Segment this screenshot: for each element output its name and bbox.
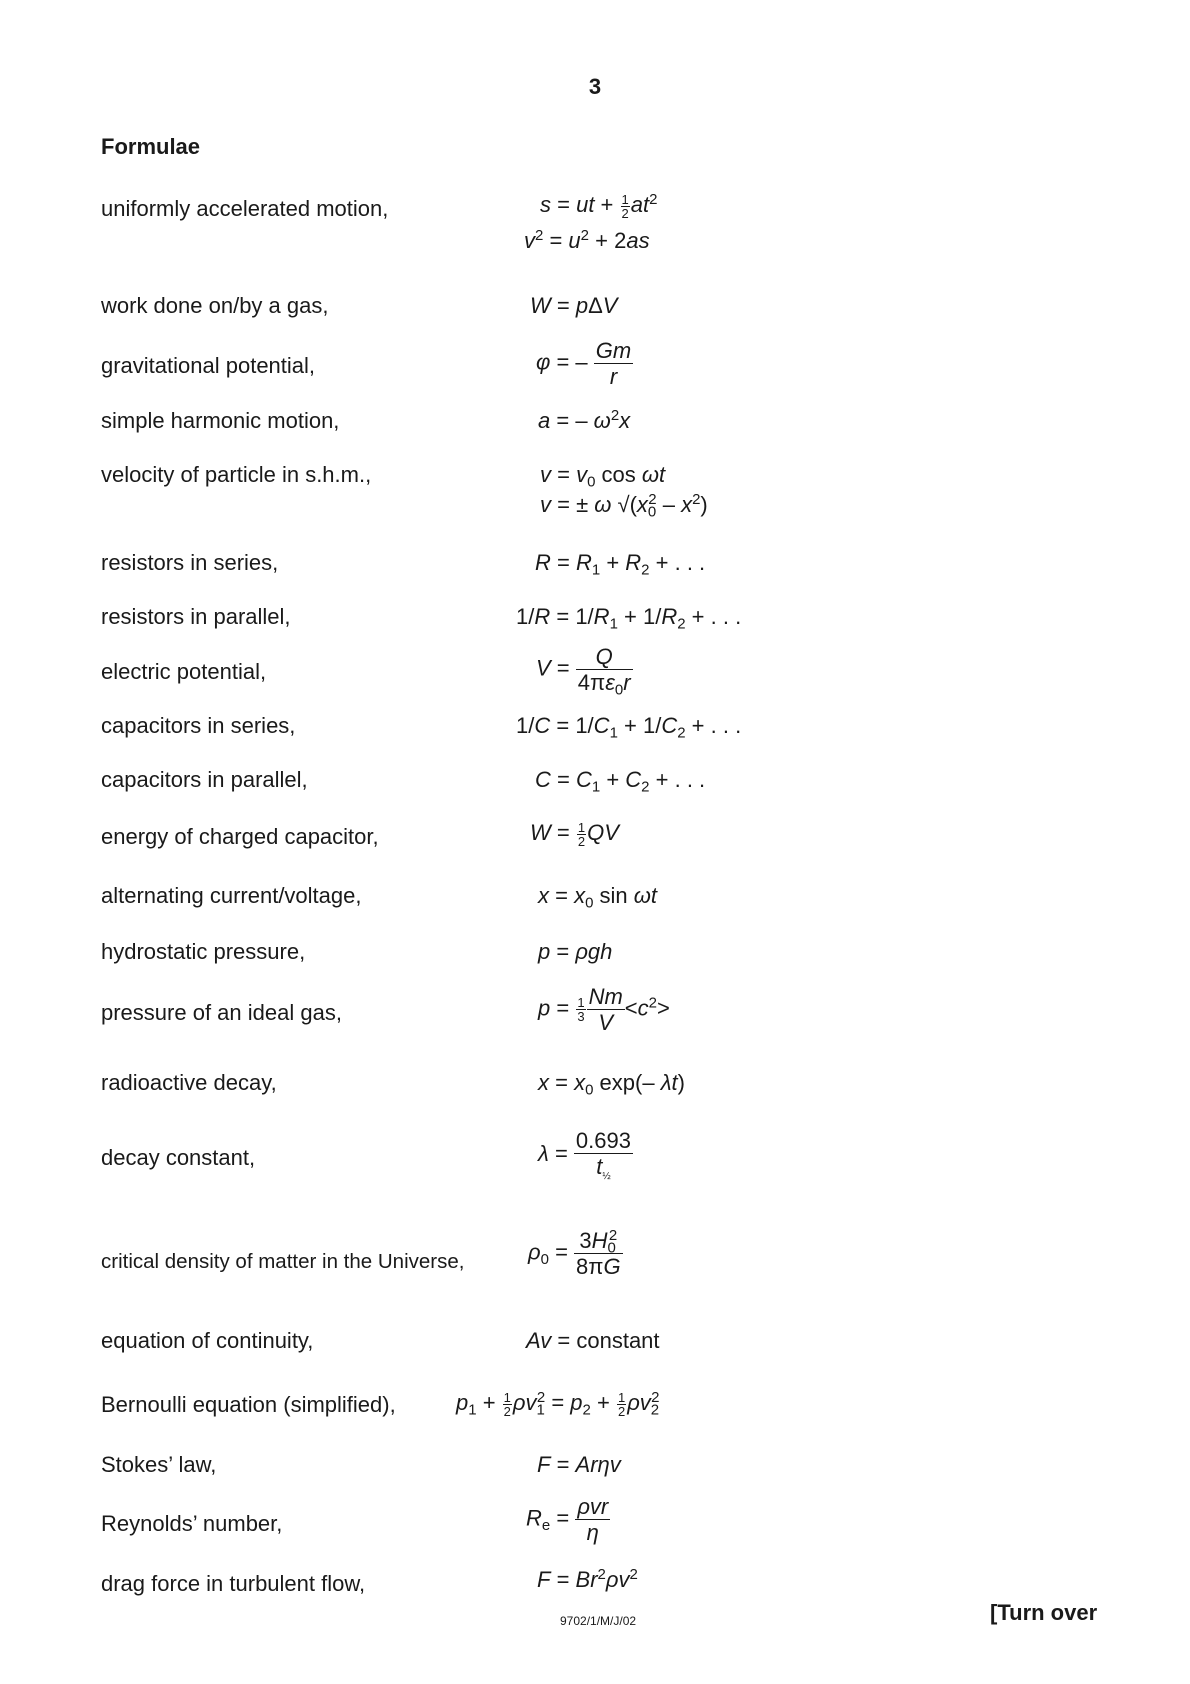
label-drag: drag force in turbulent flow, (101, 1571, 366, 1596)
decay-numerator: 0.693 (575, 1128, 631, 1153)
page-title: Formulae (101, 134, 201, 159)
formula-work-gas: W = pΔV (530, 293, 618, 318)
formula-reynolds: $R_e$ = $\frac{\text{ρvr}}{\eta}$ (526, 1494, 609, 1546)
formula-velocity-shm-2: v = ± ω $√(x_0^2 - x^2)$ (540, 490, 708, 521)
formula-res-series: $R = R_1 + R_2$ + . . . (535, 550, 706, 579)
label-velocity-shm: velocity of particle in s.h.m., (101, 462, 372, 487)
label-hydrostatic: hydrostatic pressure, (101, 939, 306, 964)
exam-code: 9702/1/M/J/02 (560, 1614, 637, 1628)
label-reynolds: Reynolds’ number, (101, 1511, 283, 1536)
formula-shm: a = – $\omega^2x$ (538, 406, 631, 433)
formula-suvat-1: s = ut + $\frac{1}{2}$ $at^2$ (540, 190, 658, 221)
formula-elec-potential: V = $\frac{Q}{4\pi\varepsilon_0r}$ (536, 644, 631, 699)
label-uniform-motion: uniformly accelerated motion, (101, 196, 389, 221)
label-res-series: resistors in series, (101, 550, 279, 575)
label-res-parallel: resistors in parallel, (101, 604, 291, 629)
formula-drag: $F = Br^2\rho v^2$ (537, 1565, 638, 1592)
label-energy-cap: energy of charged capacitor, (101, 824, 379, 849)
formula-stokes: F = Arηv (537, 1452, 621, 1477)
label-bernoulli: Bernoulli equation (simplified), (101, 1392, 396, 1417)
label-decay-const: decay constant, (101, 1145, 256, 1170)
formula-radioactive: $x = x_0$ exp(– λt) (538, 1070, 685, 1099)
formula-continuity: Av = constant (526, 1328, 660, 1353)
label-continuity: equation of continuity, (101, 1328, 314, 1353)
label-stokes: Stokes’ law, (101, 1452, 217, 1477)
formula-hydrostatic: p = ρgh (538, 939, 613, 964)
formula-ac: $x = x_0$ sin ωt (538, 883, 658, 912)
formula-decay-const: λ = $\frac{0.693}{t_{\frac{1}{2}}}$ (538, 1128, 631, 1183)
label-radioactive: radioactive decay, (101, 1070, 277, 1095)
formula-ideal-gas: p = $\frac{1}{3}$ $\frac{Nm}{V}$ $<c^2>$ (538, 984, 670, 1036)
label-shm: simple harmonic motion, (101, 408, 340, 433)
formula-energy-cap: W = $\frac{1}{2}$ QV (530, 819, 619, 849)
turn-over-note: [Turn over (990, 1600, 1098, 1625)
formula-bernoulli: $p_1$ + $\frac{1}{2}$ $\rho v_1^2 = p_2$ + $\frac{1}{2}$ $\rho v_2^2$ (456, 1388, 660, 1419)
label-grav-potential: gravitational potential, (101, 353, 316, 378)
label-cap-series: capacitors in series, (101, 713, 296, 738)
label-cap-parallel: capacitors in parallel, (101, 767, 308, 792)
label-elec-potential: electric potential, (101, 659, 267, 684)
label-work-gas: work done on/by a gas, (101, 293, 329, 318)
formula-grav-potential: φ = – $\frac{Gm}{r}$ (536, 338, 632, 390)
formula-critical-density: $\rho_0$ = $\frac{3H_0^2}{8\pi G}$ (528, 1226, 621, 1280)
formula-cap-series: $1/C = 1/C_1 + 1/C_2$ + . . . (516, 713, 742, 742)
page-number: 3 (588, 74, 602, 99)
label-ideal-gas: pressure of an ideal gas, (101, 1000, 342, 1025)
label-ac: alternating current/voltage, (101, 883, 362, 908)
continuity-rhs: constant (576, 1328, 660, 1353)
formula-res-parallel: $1/R = 1/R_1 + 1/R_2$ + . . . (516, 604, 742, 633)
formula-velocity-shm-1: $v = v_0$ cos ωt (540, 462, 666, 491)
formula-suvat-2: $v^2 = u^2 + 2as$ (524, 226, 650, 253)
formula-cap-parallel: $C = C_1 + C_2$ + . . . (535, 767, 706, 796)
label-critical-density: critical density of matter in the Universe, (101, 1250, 465, 1273)
